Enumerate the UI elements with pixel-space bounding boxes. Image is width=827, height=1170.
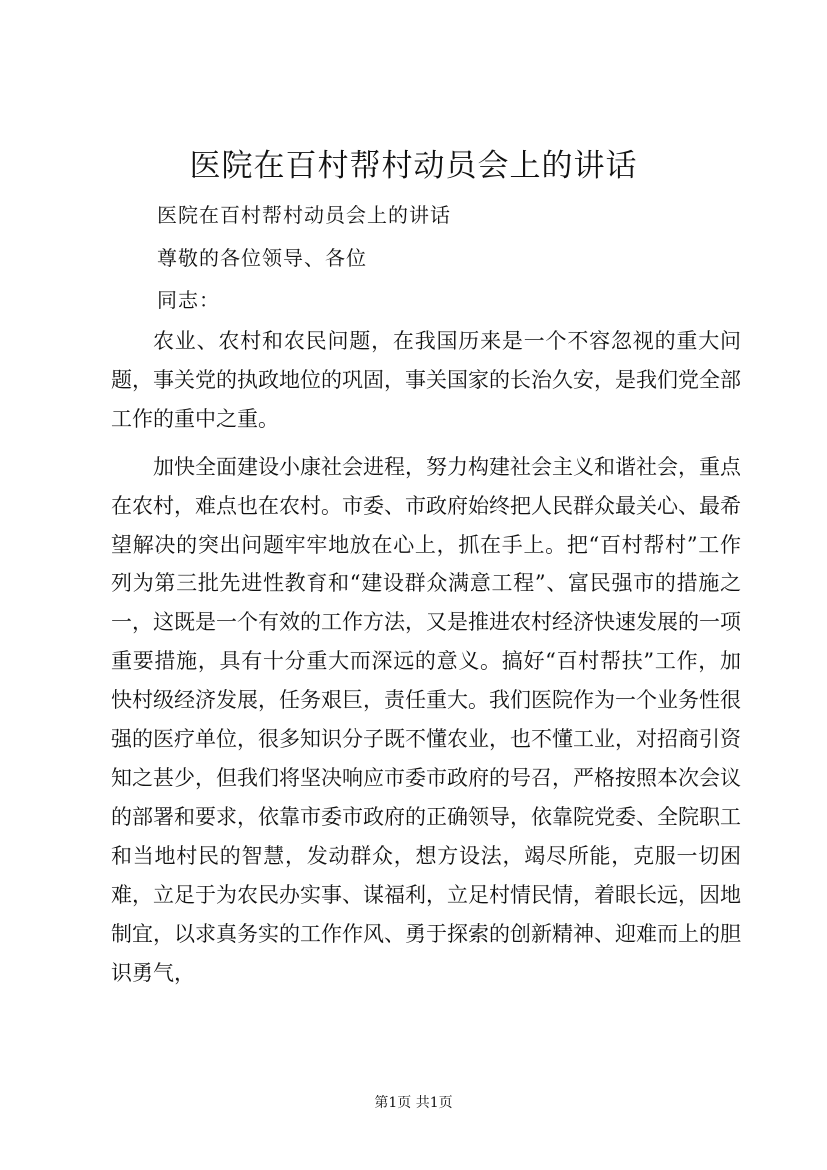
document-body: [111, 322, 741, 992]
page-footer: 第1页 共1页: [374, 1095, 453, 1111]
salutation-line: 尊敬的各位领导、各位: [157, 246, 367, 270]
paragraph-1: 农业、农村和农民问题，在我国历来是一个不容忽视的重大问题，事关党的执政地位的巩固，事关国家的长治久安，是我们党全部工作的重中之重。: [111, 329, 741, 431]
salutation-line-continued: 同志：: [157, 288, 220, 312]
subtitle-line: 医院在百村帮村动员会上的讲话: [157, 203, 451, 227]
document-title: 医院在百村帮村动员会上的讲话: [189, 148, 638, 184]
paragraph-2: 加快全面建设小康社会进程，努力构建社会主义和谐社会，重点在农村，难点也在农村。市委、市政府始终把人民群众最关心、最希望解决的突出问题牢牢地放在心上，抓在手上。把“百村帮村”工作列为第三批先进性教育和“建设群众满意工程”、富民强市的措施之一，这既是一个有效的工作方法，又是推进农村经济快速发展的一项重要措施，具有十分重大而深远的意义。搞好“百村帮扶”工作，加快村级经济发展，任务艰巨，责任重大。我们医院作为一个业务性很强的医疗单位，很多知识分子既不懂农业，也不懂工业，对招商引资知之甚少，但我们将坚决响应市委市政府的号召，严格按照本次会议的部署和要求，依靠市委市政府的正确领导，依靠院党委、全院职工和当地村民的智慧，发动群众，想方设法，竭尽所能，克服一切困难，立足于为农民办实事、谋福利，立足村情民情，着眼长远，因地制宜，以求真务实的工作作风、勇于探索的创新精神、迎难而上的胆识勇气，: [111, 454, 741, 985]
